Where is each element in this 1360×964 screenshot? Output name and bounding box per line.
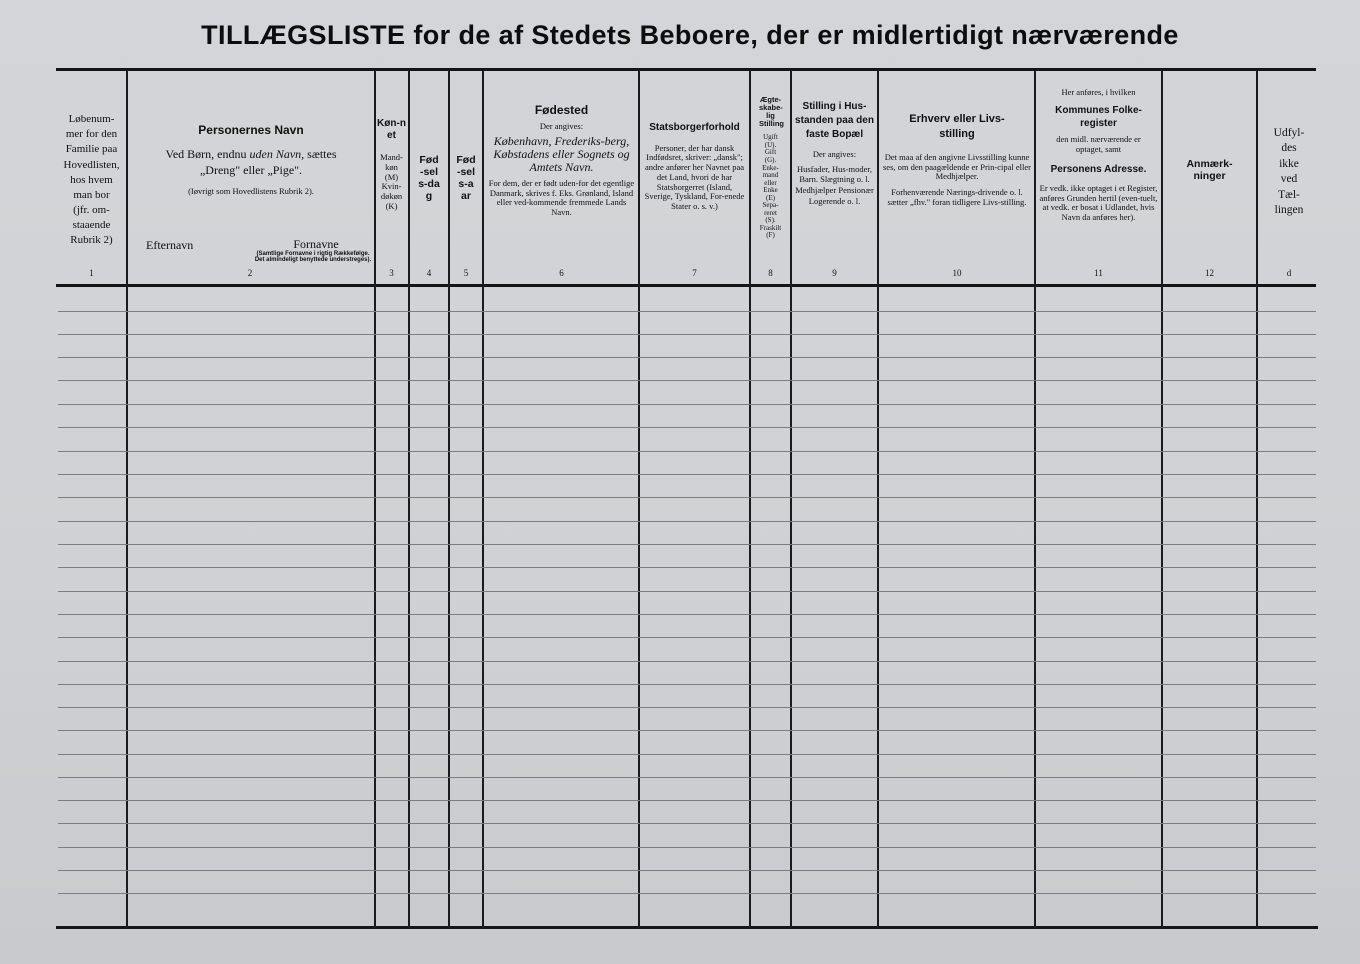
col7-heading: Statsborgerforhold bbox=[649, 122, 740, 133]
cold-line: lingen bbox=[1274, 204, 1304, 217]
row-line bbox=[58, 334, 1316, 335]
row-line bbox=[58, 427, 1316, 428]
header-col-11 bbox=[1036, 88, 1161, 276]
top-rule bbox=[56, 68, 1316, 71]
col-number-3: 3 bbox=[389, 268, 394, 278]
col1-line: man bor bbox=[73, 188, 110, 201]
row-line bbox=[58, 847, 1316, 848]
col2-sub-note: (Samtlige Fornavne i rigtig Rækkefølge. Det almindeligt benyttede understreges). bbox=[254, 251, 372, 264]
col2-text1b: uden Navn, bbox=[249, 146, 305, 161]
col1-line: Hovedlisten, bbox=[63, 158, 120, 171]
header-col-4 bbox=[410, 154, 448, 342]
header-col-7 bbox=[640, 122, 749, 310]
cold-line: des bbox=[1281, 142, 1297, 155]
col-number-8: 8 bbox=[768, 268, 773, 278]
col3-line: Kvin- bbox=[381, 181, 402, 192]
col6-text3: For dem, der er født uden-for det egentlige Danmark, skrives f. Eks. Grønland, Island eller ved-kommende fremmede Lands Navn. bbox=[488, 177, 635, 218]
col6-text2: København, Frederiks-berg, Købstadens eller Sognets og Amtets Navn. bbox=[493, 133, 630, 175]
bottom-rule bbox=[56, 926, 1318, 929]
col3-line: døkøn bbox=[380, 191, 403, 202]
col1-line: mer for den bbox=[65, 128, 118, 141]
col8-line: (U). bbox=[764, 140, 777, 149]
row-line bbox=[58, 730, 1316, 731]
col8-line: Gift bbox=[764, 148, 777, 157]
col6-heading: Fødested bbox=[534, 104, 589, 117]
col-number-d: d bbox=[1286, 268, 1292, 278]
col3-line: køn bbox=[385, 161, 398, 172]
row-line bbox=[58, 567, 1316, 568]
col7-text1: Personer, der har dansk Indfødsret, skriver: „dansk"; andre anfører her Navnet paa det Land, hvori de har Statsborgerret (Island, Sverige, Tyskland, For-enede Stater o. s. v.) bbox=[644, 142, 745, 212]
col3-line: (M) bbox=[384, 171, 399, 182]
row-line bbox=[58, 893, 1316, 894]
row-line bbox=[58, 544, 1316, 545]
cold-line: Tæl- bbox=[1278, 188, 1300, 201]
col11-heading2: Personens Adresse. bbox=[1050, 164, 1147, 176]
col9-heading: Stilling i Hus-standen paa den faste Bopæl bbox=[795, 101, 874, 140]
row-line bbox=[58, 661, 1316, 662]
col8-line: eller bbox=[764, 178, 777, 187]
col2-text2: „Dreng" eller „Pige". bbox=[199, 162, 303, 177]
col8-line: Sepa-reret bbox=[762, 201, 779, 217]
row-line bbox=[58, 754, 1316, 755]
row-line bbox=[58, 777, 1316, 778]
form-title: TILLÆGSLISTE for de af Stedets Beboere, der er midlertidigt nærværende bbox=[201, 20, 1179, 50]
col6-text1: Der angives: bbox=[539, 120, 584, 131]
col-number-11: 11 bbox=[1094, 268, 1103, 278]
col3-heading: Køn-net bbox=[377, 118, 406, 141]
col1-line: (jfr. om- bbox=[73, 204, 110, 217]
col8-line: Ugift bbox=[763, 133, 778, 142]
col11-heading: Kommunes Folke-register bbox=[1055, 104, 1142, 130]
col10-text2: Forhenværende Nærings-drivende o. l. sætter „fhv." foran tidligere Livs-stilling. bbox=[887, 187, 1027, 207]
col2-text1c: sættes bbox=[307, 146, 337, 161]
col11-text2: Er vedk. ikke optaget i et Register, anføres Grunden hertil (even-tuelt, at vedk. er bosat i Udlandet, hvis Navn da anføres her). bbox=[1039, 182, 1158, 223]
row-line bbox=[58, 451, 1316, 452]
col2-sub-right: Fornavne bbox=[293, 237, 339, 251]
col-number-9: 9 bbox=[832, 268, 837, 278]
col8-line: Fraskilt bbox=[759, 223, 782, 232]
col10-heading: Erhverv eller Livs-stilling bbox=[909, 113, 1005, 141]
col8-line: Enke-mand bbox=[762, 163, 779, 180]
cold-line: ved bbox=[1280, 173, 1298, 186]
row-line bbox=[58, 823, 1316, 824]
col8-line: (E) bbox=[766, 193, 775, 202]
header-col-5 bbox=[450, 154, 482, 342]
cold-line: ikke bbox=[1279, 157, 1299, 170]
row-line bbox=[58, 684, 1316, 685]
col8-line: (S). bbox=[765, 216, 776, 225]
col1-line: staaende bbox=[72, 219, 111, 232]
cold-line: Udfyl- bbox=[1273, 127, 1305, 139]
col5-heading: Fød-sels-aar bbox=[456, 154, 476, 203]
row-line bbox=[58, 380, 1316, 381]
header-col-2 bbox=[128, 124, 374, 312]
col8-line: (F) bbox=[766, 231, 775, 240]
col-number-12: 12 bbox=[1205, 268, 1214, 278]
header-col-6 bbox=[485, 104, 638, 292]
col1-line: hos hvem bbox=[70, 173, 113, 186]
col11-text0: Her anføres, i hvilken bbox=[1061, 88, 1136, 97]
row-line bbox=[58, 474, 1316, 475]
col8-line: (G). bbox=[764, 156, 777, 165]
row-line bbox=[58, 707, 1316, 708]
row-line bbox=[58, 637, 1316, 638]
col9-text1: Der angives: bbox=[812, 149, 857, 159]
col-number-2: 2 bbox=[247, 268, 253, 278]
header-col-8 bbox=[751, 96, 790, 284]
col3-line: (K) bbox=[385, 200, 398, 211]
col2-text1 bbox=[130, 148, 372, 162]
col10-text1: Det maa af den angivne Livsstilling kunne ses, om den paagældende er Prin-cipal eller Medhjælper. bbox=[883, 151, 1031, 182]
col1-line: Løbenum- bbox=[68, 113, 115, 125]
col-number-7: 7 bbox=[692, 268, 697, 278]
col2-text1a: Ved Børn, endnu bbox=[165, 146, 247, 161]
row-line bbox=[58, 800, 1316, 801]
col-number-5: 5 bbox=[463, 268, 469, 278]
row-line bbox=[58, 870, 1316, 871]
col8-line: Enke bbox=[763, 186, 778, 195]
col2-sub-left: Efternavn bbox=[146, 238, 194, 252]
header-col-12 bbox=[1163, 158, 1256, 346]
row-line bbox=[58, 357, 1316, 358]
col-number-1: 1 bbox=[89, 268, 94, 278]
col1-line: Rubrik 2) bbox=[70, 234, 113, 247]
col4-heading: Fød-sels-dag bbox=[418, 154, 440, 203]
row-line bbox=[58, 521, 1316, 522]
col-number-6: 6 bbox=[559, 268, 564, 278]
col2-heading: Personernes Navn bbox=[198, 124, 304, 137]
col1-line: Familie paa bbox=[65, 143, 118, 156]
col9-text2: Husfader, Hus-moder, Barn. Slægtning o. l. Medhjælper Pensionær Logerende o. l. bbox=[795, 163, 874, 206]
row-line bbox=[58, 497, 1316, 498]
col8-heading: Ægte-skabe-lig Stilling bbox=[759, 96, 784, 129]
col-number-10: 10 bbox=[952, 268, 962, 278]
col11-text1: den midl. nærværende er optaget, samt bbox=[1056, 133, 1141, 154]
row-line bbox=[58, 404, 1316, 405]
col12-heading: Anmærk-ninger bbox=[1186, 158, 1233, 183]
col-number-4: 4 bbox=[426, 268, 432, 278]
header-col-d bbox=[1258, 126, 1320, 314]
row-line bbox=[58, 591, 1316, 592]
header-col-9 bbox=[792, 100, 877, 288]
col2-text3: (Iøvrigt som Hovedlistens Rubrik 2). bbox=[188, 186, 314, 197]
row-line bbox=[58, 614, 1316, 615]
col3-line: Mand- bbox=[380, 152, 403, 162]
